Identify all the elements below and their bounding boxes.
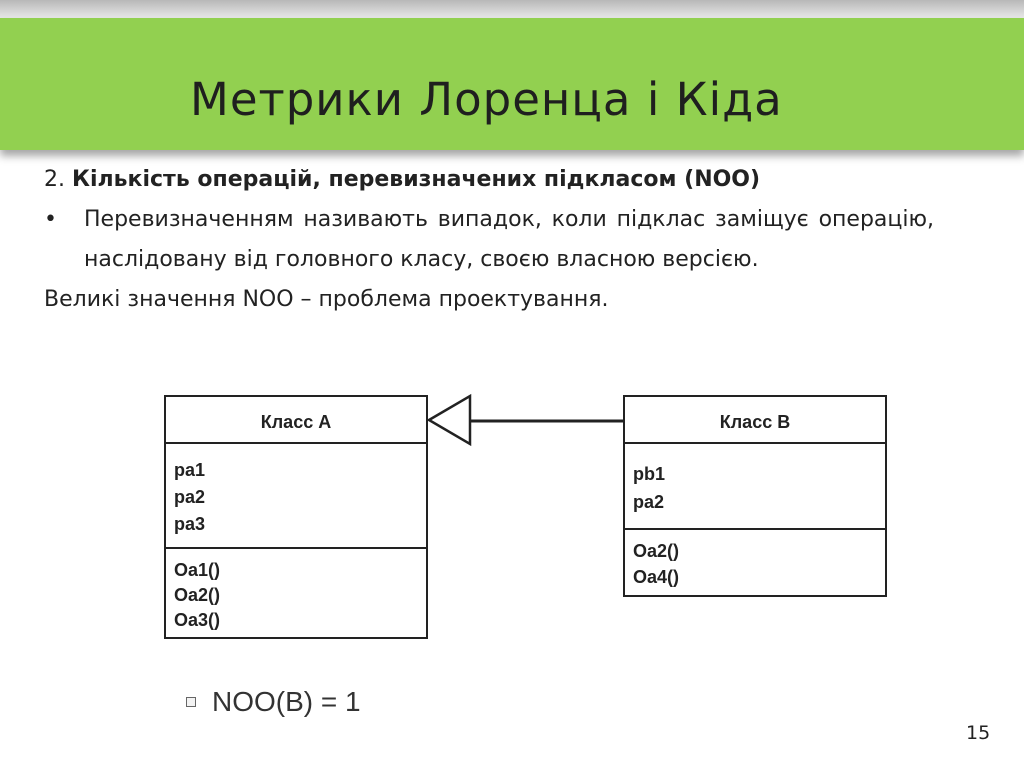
class-a-box bbox=[165, 396, 427, 638]
metric-result bbox=[186, 686, 361, 718]
slide-title: Метрики Лоренца і Кіда bbox=[190, 73, 783, 126]
design-note: Великі значення NOO – проблема проектування. bbox=[44, 287, 609, 312]
class-b-attribute: pa2 bbox=[633, 492, 665, 512]
class-a-attribute: pa1 bbox=[174, 460, 206, 480]
class-a-name: Класс А bbox=[260, 412, 332, 432]
class-a-operation: Oa2() bbox=[174, 585, 221, 605]
class-b-name: Класс В bbox=[719, 412, 791, 432]
page-number: 15 bbox=[966, 722, 991, 744]
class-a-attribute: pa2 bbox=[174, 487, 206, 507]
class-b-attribute: pb1 bbox=[633, 464, 666, 484]
bullet-icon: • bbox=[44, 207, 57, 232]
metric-value: NOO(B) = 1 bbox=[212, 686, 361, 717]
class-a-attribute: pa3 bbox=[174, 514, 206, 534]
heading-title: Кількість операцій, перевизначених підкласом (NOO) bbox=[72, 167, 761, 192]
class-a-operation: Oa3() bbox=[174, 610, 221, 630]
definition-text: Перевизначенням називають випадок, коли підклас заміщує операцію, наслідовану від головного класу, своєю власною версією. bbox=[84, 207, 934, 272]
heading-number: 2. bbox=[44, 167, 65, 192]
class-a-operation: Oa1() bbox=[174, 560, 221, 580]
inheritance-arrow bbox=[429, 396, 624, 444]
class-b-operation: Oa2() bbox=[633, 541, 680, 561]
class-b-operation: Oa4() bbox=[633, 567, 680, 587]
square-bullet-icon bbox=[186, 697, 196, 707]
class-b-box bbox=[624, 396, 886, 596]
